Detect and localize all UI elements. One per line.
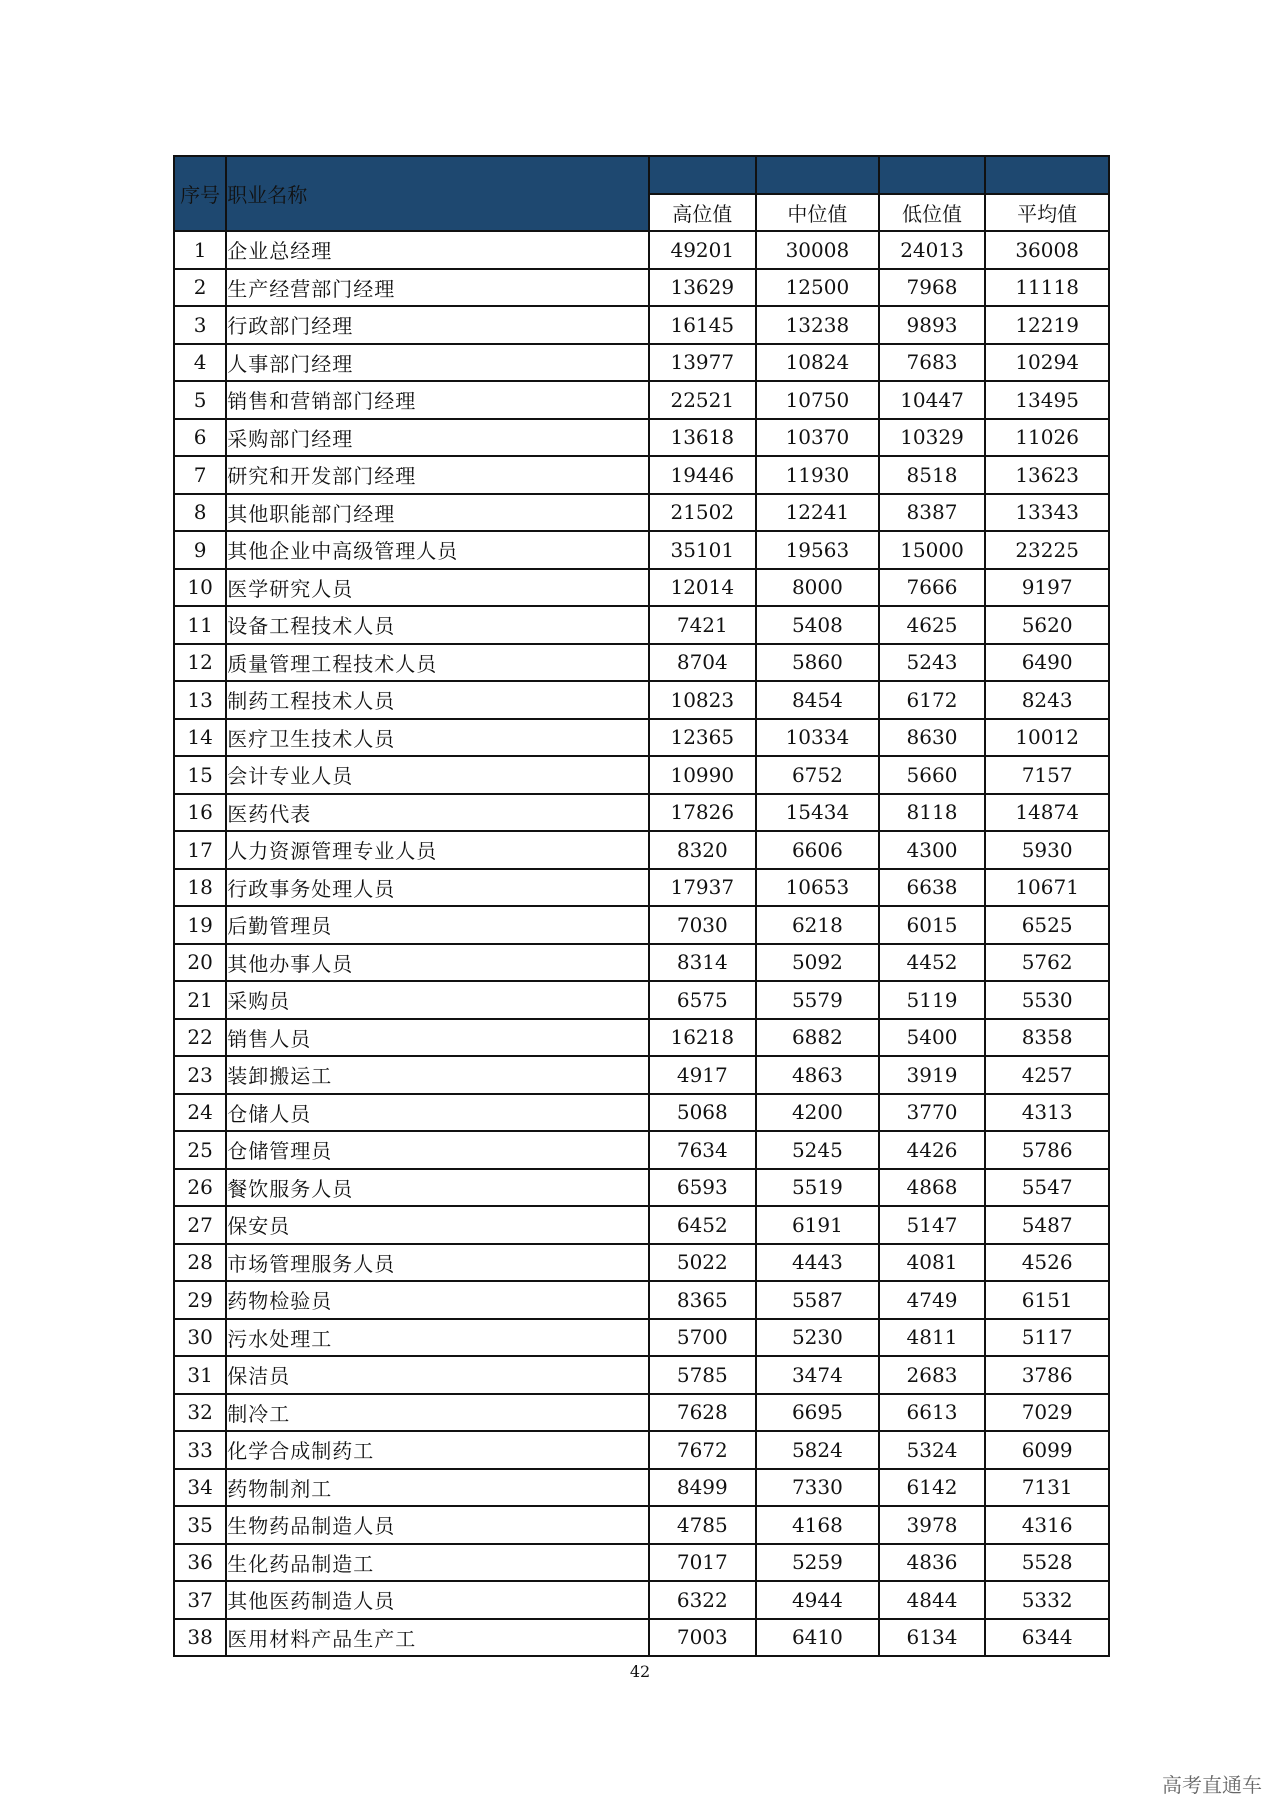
cell-high: 8314 <box>649 944 757 982</box>
cell-mid: 30008 <box>756 231 879 269</box>
cell-avg: 6151 <box>985 1281 1109 1319</box>
cell-number: 22 <box>174 1019 226 1057</box>
table-row <box>174 569 1109 607</box>
cell-low: 5660 <box>879 756 986 794</box>
cell-low: 4625 <box>879 606 986 644</box>
cell-number: 34 <box>174 1469 226 1507</box>
cell-mid: 4863 <box>756 1056 879 1094</box>
cell-mid: 5092 <box>756 944 879 982</box>
cell-number: 21 <box>174 981 226 1019</box>
header-band <box>985 156 1109 194</box>
cell-low: 3770 <box>879 1094 986 1132</box>
cell-number: 35 <box>174 1506 226 1544</box>
cell-high: 19446 <box>649 456 757 494</box>
cell-occupation: 销售人员 <box>226 1019 648 1057</box>
header-high: 高位值 <box>649 194 757 232</box>
cell-low: 8387 <box>879 494 986 532</box>
cell-high: 8704 <box>649 644 757 682</box>
cell-low: 7968 <box>879 269 986 307</box>
cell-mid: 6882 <box>756 1019 879 1057</box>
table-row <box>174 306 1109 344</box>
table-row <box>174 456 1109 494</box>
cell-avg: 7157 <box>985 756 1109 794</box>
cell-avg: 5528 <box>985 1544 1109 1582</box>
cell-number: 6 <box>174 419 226 457</box>
cell-number: 10 <box>174 569 226 607</box>
cell-mid: 5587 <box>756 1281 879 1319</box>
cell-low: 10329 <box>879 419 986 457</box>
cell-avg: 4316 <box>985 1506 1109 1544</box>
cell-high: 8320 <box>649 831 757 869</box>
cell-number: 25 <box>174 1131 226 1169</box>
cell-high: 13618 <box>649 419 757 457</box>
cell-occupation: 其他企业中高级管理人员 <box>226 531 648 569</box>
cell-number: 14 <box>174 719 226 757</box>
cell-mid: 6218 <box>756 906 879 944</box>
cell-avg: 13623 <box>985 456 1109 494</box>
watermark: 高考直通车 <box>1162 1773 1262 1797</box>
cell-mid: 4944 <box>756 1581 879 1619</box>
cell-mid: 8000 <box>756 569 879 607</box>
table-row <box>174 981 1109 1019</box>
cell-number: 4 <box>174 344 226 382</box>
table-row <box>174 531 1109 569</box>
cell-number: 37 <box>174 1581 226 1619</box>
cell-low: 8118 <box>879 794 986 832</box>
table-row <box>174 1244 1109 1282</box>
cell-mid: 3474 <box>756 1356 879 1394</box>
cell-occupation: 仓储管理员 <box>226 1131 648 1169</box>
cell-avg: 7131 <box>985 1469 1109 1507</box>
table-row <box>174 1544 1109 1582</box>
cell-low: 4081 <box>879 1244 986 1282</box>
table-body <box>174 231 1109 1656</box>
cell-high: 6593 <box>649 1169 757 1207</box>
cell-avg: 11118 <box>985 269 1109 307</box>
cell-occupation: 会计专业人员 <box>226 756 648 794</box>
cell-mid: 5860 <box>756 644 879 682</box>
cell-mid: 4168 <box>756 1506 879 1544</box>
cell-mid: 11930 <box>756 456 879 494</box>
cell-low: 5147 <box>879 1206 986 1244</box>
cell-high: 5068 <box>649 1094 757 1132</box>
cell-high: 17826 <box>649 794 757 832</box>
cell-mid: 10750 <box>756 381 879 419</box>
cell-low: 6134 <box>879 1619 986 1657</box>
cell-avg: 8358 <box>985 1019 1109 1057</box>
cell-avg: 5487 <box>985 1206 1109 1244</box>
cell-mid: 8454 <box>756 681 879 719</box>
table-row <box>174 231 1109 269</box>
header-band <box>649 156 757 194</box>
cell-high: 8499 <box>649 1469 757 1507</box>
cell-number: 9 <box>174 531 226 569</box>
cell-high: 22521 <box>649 381 757 419</box>
cell-low: 4836 <box>879 1544 986 1582</box>
cell-low: 7666 <box>879 569 986 607</box>
table-row <box>174 269 1109 307</box>
cell-number: 5 <box>174 381 226 419</box>
cell-number: 32 <box>174 1394 226 1432</box>
cell-low: 5243 <box>879 644 986 682</box>
cell-high: 7017 <box>649 1544 757 1582</box>
cell-occupation: 销售和营销部门经理 <box>226 381 648 419</box>
cell-avg: 4313 <box>985 1094 1109 1132</box>
cell-number: 29 <box>174 1281 226 1319</box>
cell-high: 7672 <box>649 1431 757 1469</box>
cell-mid: 6695 <box>756 1394 879 1432</box>
cell-avg: 4257 <box>985 1056 1109 1094</box>
cell-mid: 5824 <box>756 1431 879 1469</box>
cell-occupation: 装卸搬运工 <box>226 1056 648 1094</box>
table-row <box>174 681 1109 719</box>
cell-occupation: 保洁员 <box>226 1356 648 1394</box>
cell-avg: 14874 <box>985 794 1109 832</box>
cell-number: 7 <box>174 456 226 494</box>
cell-avg: 6525 <box>985 906 1109 944</box>
cell-low: 6638 <box>879 869 986 907</box>
cell-high: 4917 <box>649 1056 757 1094</box>
cell-mid: 5230 <box>756 1319 879 1357</box>
table-row <box>174 1469 1109 1507</box>
cell-high: 13977 <box>649 344 757 382</box>
cell-avg: 5930 <box>985 831 1109 869</box>
cell-high: 10823 <box>649 681 757 719</box>
cell-avg: 13343 <box>985 494 1109 532</box>
cell-avg: 7029 <box>985 1394 1109 1432</box>
cell-avg: 4526 <box>985 1244 1109 1282</box>
cell-occupation: 生产经营部门经理 <box>226 269 648 307</box>
cell-low: 4868 <box>879 1169 986 1207</box>
cell-low: 4300 <box>879 831 986 869</box>
cell-high: 13629 <box>649 269 757 307</box>
cell-number: 23 <box>174 1056 226 1094</box>
cell-avg: 6099 <box>985 1431 1109 1469</box>
cell-low: 4426 <box>879 1131 986 1169</box>
table-row <box>174 831 1109 869</box>
table-row <box>174 381 1109 419</box>
cell-avg: 11026 <box>985 419 1109 457</box>
cell-number: 28 <box>174 1244 226 1282</box>
cell-low: 8630 <box>879 719 986 757</box>
table-row <box>174 1506 1109 1544</box>
cell-mid: 5408 <box>756 606 879 644</box>
cell-high: 21502 <box>649 494 757 532</box>
cell-occupation: 污水处理工 <box>226 1319 648 1357</box>
cell-mid: 15434 <box>756 794 879 832</box>
cell-mid: 7330 <box>756 1469 879 1507</box>
cell-mid: 10370 <box>756 419 879 457</box>
cell-avg: 13495 <box>985 381 1109 419</box>
cell-mid: 4443 <box>756 1244 879 1282</box>
cell-number: 11 <box>174 606 226 644</box>
cell-avg: 23225 <box>985 531 1109 569</box>
cell-occupation: 药物制剂工 <box>226 1469 648 1507</box>
cell-occupation: 餐饮服务人员 <box>226 1169 648 1207</box>
header-mid: 中位值 <box>756 194 879 232</box>
cell-high: 16145 <box>649 306 757 344</box>
cell-number: 19 <box>174 906 226 944</box>
cell-number: 38 <box>174 1619 226 1657</box>
table-row <box>174 1319 1109 1357</box>
cell-occupation: 医疗卫生技术人员 <box>226 719 648 757</box>
cell-mid: 6606 <box>756 831 879 869</box>
salary-table <box>173 155 1110 1657</box>
cell-occupation: 仓储人员 <box>226 1094 648 1132</box>
cell-low: 10447 <box>879 381 986 419</box>
cell-avg: 6344 <box>985 1619 1109 1657</box>
cell-number: 33 <box>174 1431 226 1469</box>
cell-occupation: 医学研究人员 <box>226 569 648 607</box>
cell-high: 7634 <box>649 1131 757 1169</box>
cell-occupation: 企业总经理 <box>226 231 648 269</box>
cell-high: 6575 <box>649 981 757 1019</box>
table-row <box>174 1131 1109 1169</box>
cell-high: 7421 <box>649 606 757 644</box>
table-row <box>174 606 1109 644</box>
cell-avg: 5530 <box>985 981 1109 1019</box>
cell-mid: 6410 <box>756 1619 879 1657</box>
cell-occupation: 化学合成制药工 <box>226 1431 648 1469</box>
table-row <box>174 1619 1109 1657</box>
cell-occupation: 后勤管理员 <box>226 906 648 944</box>
cell-occupation: 其他职能部门经理 <box>226 494 648 532</box>
cell-avg: 6490 <box>985 644 1109 682</box>
cell-low: 4811 <box>879 1319 986 1357</box>
cell-high: 4785 <box>649 1506 757 1544</box>
cell-occupation: 保安员 <box>226 1206 648 1244</box>
cell-avg: 12219 <box>985 306 1109 344</box>
cell-low: 2683 <box>879 1356 986 1394</box>
cell-occupation: 研究和开发部门经理 <box>226 456 648 494</box>
cell-occupation: 行政部门经理 <box>226 306 648 344</box>
cell-occupation: 质量管理工程技术人员 <box>226 644 648 682</box>
cell-low: 6015 <box>879 906 986 944</box>
header-band <box>879 156 986 194</box>
cell-mid: 10653 <box>756 869 879 907</box>
cell-high: 7030 <box>649 906 757 944</box>
cell-high: 5022 <box>649 1244 757 1282</box>
cell-mid: 4200 <box>756 1094 879 1132</box>
cell-mid: 12241 <box>756 494 879 532</box>
cell-low: 6613 <box>879 1394 986 1432</box>
table-row <box>174 1394 1109 1432</box>
page-number: 42 <box>629 1662 651 1681</box>
cell-occupation: 医药代表 <box>226 794 648 832</box>
cell-avg: 10671 <box>985 869 1109 907</box>
cell-high: 6322 <box>649 1581 757 1619</box>
cell-mid: 10824 <box>756 344 879 382</box>
cell-number: 30 <box>174 1319 226 1357</box>
cell-number: 1 <box>174 231 226 269</box>
cell-low: 5324 <box>879 1431 986 1469</box>
cell-high: 5700 <box>649 1319 757 1357</box>
header-avg: 平均值 <box>985 194 1109 232</box>
cell-occupation: 人力资源管理专业人员 <box>226 831 648 869</box>
cell-high: 12365 <box>649 719 757 757</box>
cell-high: 10990 <box>649 756 757 794</box>
cell-high: 12014 <box>649 569 757 607</box>
cell-mid: 5579 <box>756 981 879 1019</box>
cell-mid: 10334 <box>756 719 879 757</box>
cell-occupation: 医用材料产品生产工 <box>226 1619 648 1657</box>
cell-number: 17 <box>174 831 226 869</box>
cell-low: 6172 <box>879 681 986 719</box>
table-row <box>174 869 1109 907</box>
cell-number: 27 <box>174 1206 226 1244</box>
table-row <box>174 1581 1109 1619</box>
table-row <box>174 1356 1109 1394</box>
cell-number: 31 <box>174 1356 226 1394</box>
cell-occupation: 采购员 <box>226 981 648 1019</box>
cell-high: 16218 <box>649 1019 757 1057</box>
cell-occupation: 生物药品制造人员 <box>226 1506 648 1544</box>
cell-occupation: 药物检验员 <box>226 1281 648 1319</box>
cell-number: 24 <box>174 1094 226 1132</box>
cell-avg: 10012 <box>985 719 1109 757</box>
header-band <box>756 156 879 194</box>
cell-low: 4844 <box>879 1581 986 1619</box>
cell-low: 3978 <box>879 1506 986 1544</box>
cell-number: 12 <box>174 644 226 682</box>
cell-avg: 36008 <box>985 231 1109 269</box>
table-row <box>174 494 1109 532</box>
table-row <box>174 1019 1109 1057</box>
cell-avg: 9197 <box>985 569 1109 607</box>
cell-high: 7003 <box>649 1619 757 1657</box>
cell-number: 13 <box>174 681 226 719</box>
table-row <box>174 1056 1109 1094</box>
cell-mid: 5259 <box>756 1544 879 1582</box>
cell-occupation: 设备工程技术人员 <box>226 606 648 644</box>
cell-number: 36 <box>174 1544 226 1582</box>
cell-avg: 3786 <box>985 1356 1109 1394</box>
cell-occupation: 其他医药制造人员 <box>226 1581 648 1619</box>
cell-low: 15000 <box>879 531 986 569</box>
cell-avg: 5762 <box>985 944 1109 982</box>
cell-number: 2 <box>174 269 226 307</box>
table-row <box>174 1281 1109 1319</box>
cell-occupation: 制药工程技术人员 <box>226 681 648 719</box>
table-row <box>174 419 1109 457</box>
cell-low: 7683 <box>879 344 986 382</box>
cell-occupation: 生化药品制造工 <box>226 1544 648 1582</box>
cell-low: 24013 <box>879 231 986 269</box>
header-number: 序号 <box>174 156 226 231</box>
cell-high: 7628 <box>649 1394 757 1432</box>
cell-occupation: 人事部门经理 <box>226 344 648 382</box>
cell-low: 8518 <box>879 456 986 494</box>
cell-low: 4749 <box>879 1281 986 1319</box>
table-row <box>174 719 1109 757</box>
cell-occupation: 制冷工 <box>226 1394 648 1432</box>
header-low: 低位值 <box>879 194 986 232</box>
cell-number: 18 <box>174 869 226 907</box>
cell-avg: 10294 <box>985 344 1109 382</box>
cell-number: 16 <box>174 794 226 832</box>
cell-number: 3 <box>174 306 226 344</box>
cell-avg: 8243 <box>985 681 1109 719</box>
table-row <box>174 1169 1109 1207</box>
cell-high: 8365 <box>649 1281 757 1319</box>
cell-low: 4452 <box>879 944 986 982</box>
table-row <box>174 906 1109 944</box>
table-row <box>174 1094 1109 1132</box>
cell-high: 49201 <box>649 231 757 269</box>
cell-mid: 5245 <box>756 1131 879 1169</box>
cell-high: 17937 <box>649 869 757 907</box>
cell-occupation: 采购部门经理 <box>226 419 648 457</box>
cell-mid: 5519 <box>756 1169 879 1207</box>
cell-mid: 6752 <box>756 756 879 794</box>
table-row <box>174 756 1109 794</box>
cell-avg: 5620 <box>985 606 1109 644</box>
cell-number: 26 <box>174 1169 226 1207</box>
cell-avg: 5786 <box>985 1131 1109 1169</box>
cell-low: 9893 <box>879 306 986 344</box>
table-row <box>174 794 1109 832</box>
cell-low: 3919 <box>879 1056 986 1094</box>
cell-low: 5119 <box>879 981 986 1019</box>
cell-high: 35101 <box>649 531 757 569</box>
cell-mid: 6191 <box>756 1206 879 1244</box>
cell-number: 20 <box>174 944 226 982</box>
cell-high: 6452 <box>649 1206 757 1244</box>
table-row <box>174 944 1109 982</box>
table-row <box>174 1431 1109 1469</box>
table-header <box>174 156 1109 231</box>
cell-avg: 5547 <box>985 1169 1109 1207</box>
cell-mid: 12500 <box>756 269 879 307</box>
table-row <box>174 644 1109 682</box>
header-occupation: 职业名称 <box>226 156 648 231</box>
cell-mid: 19563 <box>756 531 879 569</box>
cell-avg: 5117 <box>985 1319 1109 1357</box>
cell-high: 5785 <box>649 1356 757 1394</box>
cell-occupation: 其他办事人员 <box>226 944 648 982</box>
cell-low: 6142 <box>879 1469 986 1507</box>
cell-occupation: 行政事务处理人员 <box>226 869 648 907</box>
table-row <box>174 344 1109 382</box>
cell-mid: 13238 <box>756 306 879 344</box>
cell-avg: 5332 <box>985 1581 1109 1619</box>
cell-occupation: 市场管理服务人员 <box>226 1244 648 1282</box>
cell-number: 8 <box>174 494 226 532</box>
cell-low: 5400 <box>879 1019 986 1057</box>
table-row <box>174 1206 1109 1244</box>
cell-number: 15 <box>174 756 226 794</box>
